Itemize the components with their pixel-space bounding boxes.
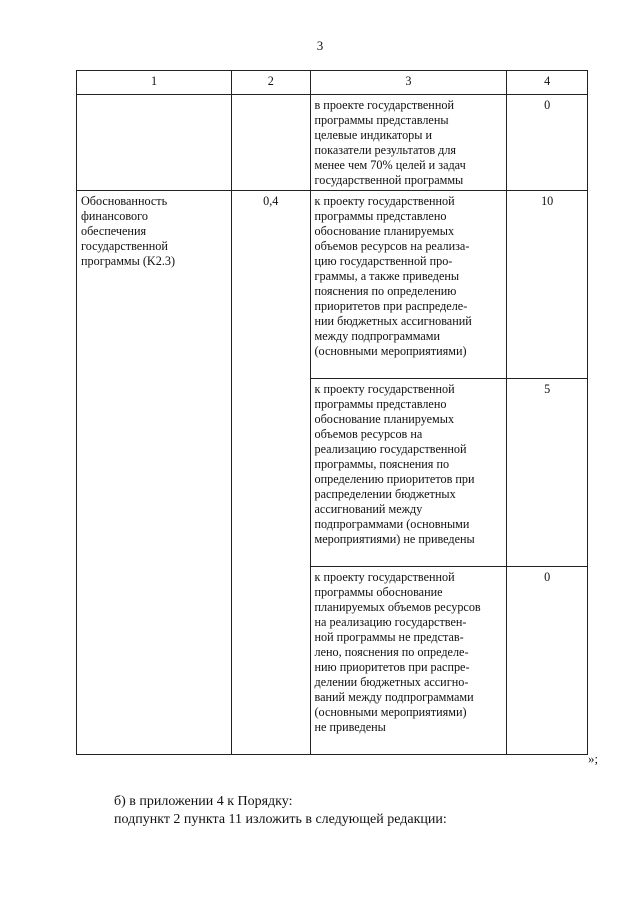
header-cell-2: 2 [231, 71, 310, 95]
criterion-description [310, 95, 507, 191]
indicator-name [77, 191, 232, 755]
closing-quote-mark: »; [588, 751, 599, 766]
indicator-text: Обоснованность финансового обеспечения государственной программы (K2.3) [81, 194, 176, 268]
table-row [77, 95, 588, 191]
page-number: 3 [316, 38, 324, 53]
header-cell-3: 3 [310, 71, 507, 95]
paragraph-amendment: б) в приложении 4 к Порядку: [114, 794, 293, 809]
criterion-description [310, 191, 507, 379]
header-cell-4: 4 [507, 71, 588, 95]
criterion-text: к проекту государственной программы представлено обоснование планируемых объемов ресурсов на реализа- цию государственной про- граммы, а также приведены пояснения по определению приоритетов при распределе- нии бюджетных ассигнований между подпрограммами (основными мероприятиями) [314, 194, 472, 358]
score-value: 5 [507, 379, 588, 567]
paragraph-instruction: подпункт 2 пункта 11 изложить в следующей редакции: [114, 812, 447, 827]
weight-value: 0,4 [231, 191, 310, 755]
table-row [77, 191, 588, 379]
empty-cell [77, 95, 232, 191]
criterion-text: в проекте государственной программы представлены целевые индикаторы и показатели результатов для менее чем 70% целей и задач государственной программы [314, 98, 466, 187]
criteria-table [76, 70, 588, 755]
criterion-text: к проекту государственной программы обоснование планируемых объемов ресурсов на реализацию государствен- ной программы не представ- лено, пояснения по определе- нию приоритетов при распре- делении бюджетных ассигно- ваний между подпрограммами (основными мероприятиями) не приведены [314, 570, 481, 734]
criterion-description [310, 379, 507, 567]
criterion-description [310, 567, 507, 755]
header-cell-1: 1 [77, 71, 232, 95]
score-value: 10 [507, 191, 588, 379]
criterion-text: к проекту государственной программы представлено обоснование планируемых объемов ресурсов на реализацию государственной программы, пояснения по определению приоритетов при распределении бюджетных ассигнований между подпрограммами (основными мероприятиями) не приведены [314, 382, 475, 546]
empty-cell [231, 95, 310, 191]
table-header-row [77, 71, 588, 95]
score-value: 0 [507, 95, 588, 191]
score-value: 0 [507, 567, 588, 755]
